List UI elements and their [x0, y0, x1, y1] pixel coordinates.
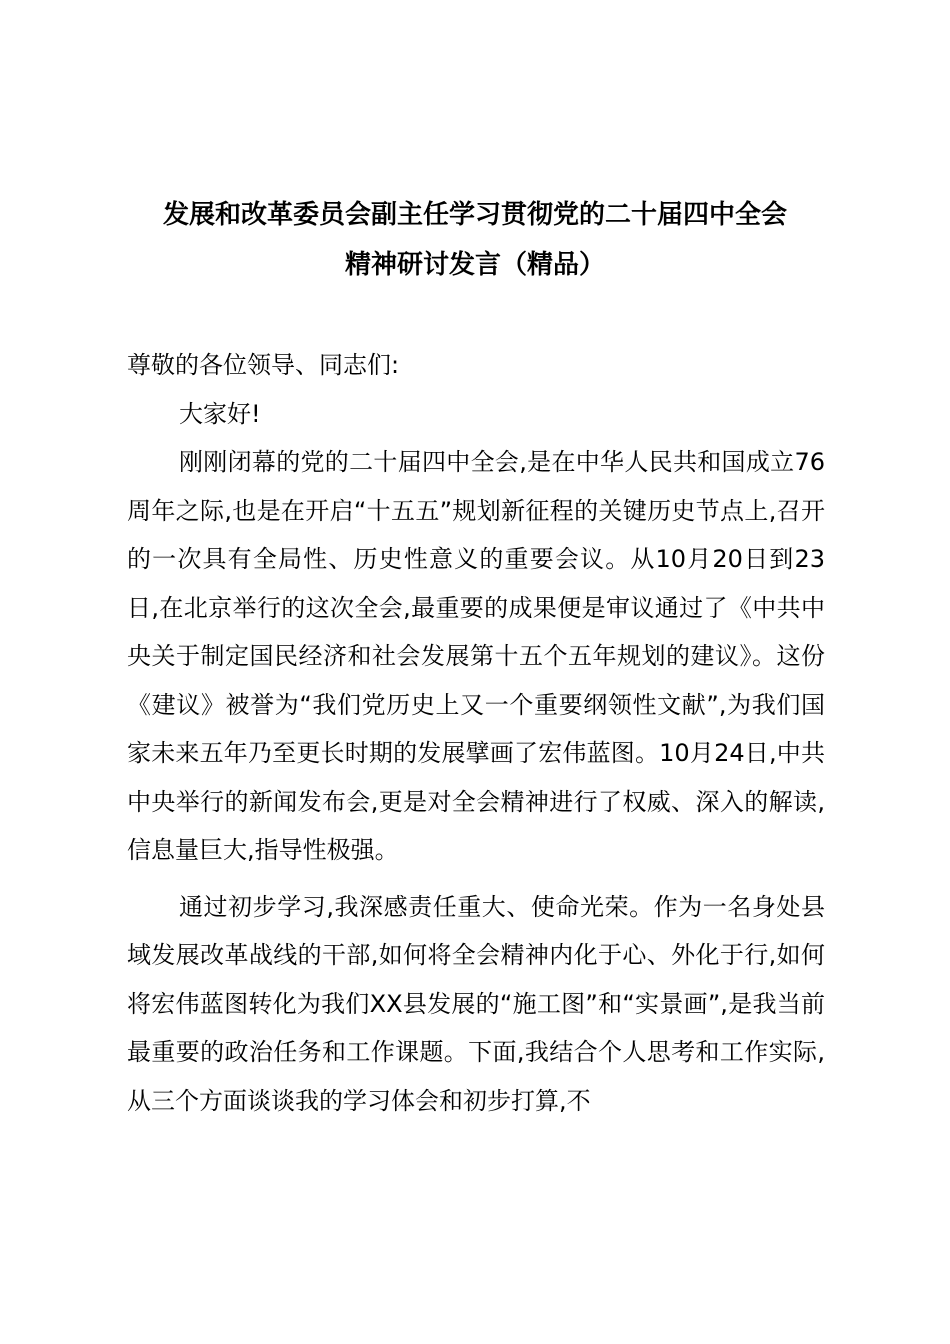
document-body [127, 341, 825, 1125]
title-line-2: 精神研讨发言（精品） [344, 250, 605, 280]
salutation: 尊敬的各位领导、同志们: [127, 351, 400, 379]
document-title [100, 190, 850, 290]
greeting: 大家好! [179, 399, 261, 428]
paragraph-2: 通过初步学习,我深感责任重大、使命光荣。作为一名身处县域发展改革战线的干部,如何将全会精神内化于心、外化于行,如何将宏伟蓝图转化为我们XX县发展的“施工图”和“实景画”,是我当前最重要的政治任务和工作课题。下面,我结合个人思考和工作实际,从三个方面谈谈我的学习体会和初步打算,不 [127, 892, 825, 1115]
paragraph-1: 刚刚闭幕的党的二十届四中全会,是在中华人民共和国成立76周年之际,也是在开启“十五五”规划新征程的关键历史节点上,召开的一次具有全局性、历史性意义的重要会议。从10月20日到23日,在北京举行的这次全会,最重要的成果便是审议通过了《中共中央关于制定国民经济和社会发展第十五个五年规划的建议》。这份《建议》被誉为“我们党历史上又一个重要纲领性文献”,为我们国家未来五年乃至更长时期的发展擘画了宏伟蓝图。10月24日,中共中央举行的新闻发布会,更是对全会精神进行了权威、深入的解读,信息量巨大,指导性极强。 [127, 448, 825, 864]
title-line-1: 发展和改革委员会副主任学习贯彻党的二十届四中全会 [162, 200, 787, 230]
